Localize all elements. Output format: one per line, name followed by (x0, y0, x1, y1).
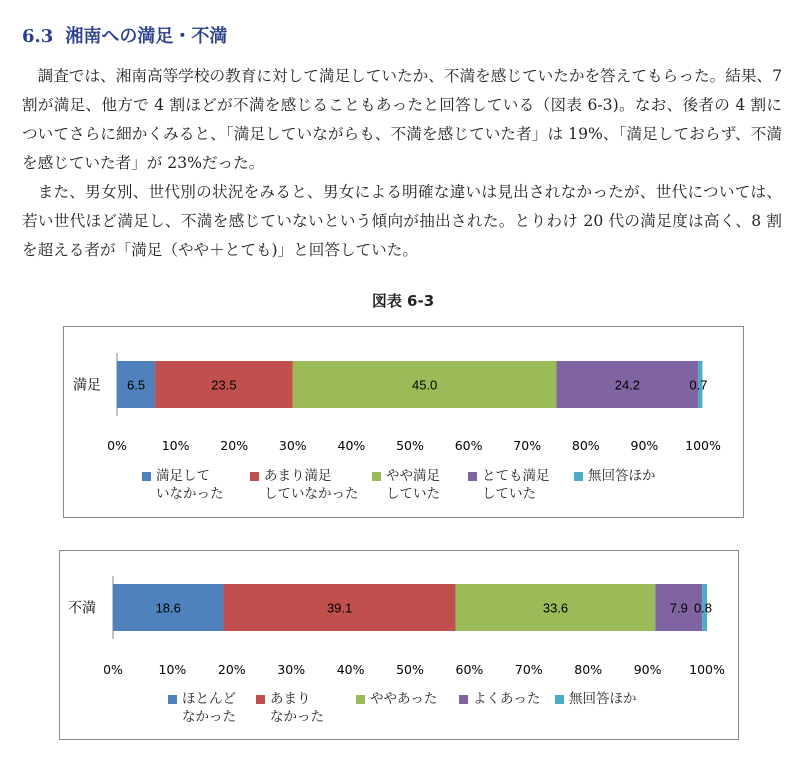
data-label: 0.8 (693, 600, 713, 616)
legend-label: ややあった (370, 691, 438, 707)
x-tick-label: 0% (103, 662, 123, 677)
x-tick-label: 30% (278, 438, 307, 453)
legend-label: あまり なかった (270, 691, 324, 725)
legend-swatch (356, 695, 365, 704)
x-tick-label: 20% (220, 438, 249, 453)
x-tick-label: 80% (574, 662, 603, 677)
legend-swatch (256, 695, 265, 704)
data-label: 24.2 (614, 377, 641, 393)
x-tick-label: 100% (689, 662, 725, 677)
x-tick-label: 50% (396, 662, 424, 677)
legend-swatch (574, 472, 583, 481)
category-label: 満足 (73, 377, 101, 394)
paragraph: 調査では、湘南高等学校の教育に対して満足していたか、不満を感じていたかを答えてもらった。結果、7 割が満足、他方で 4 割ほどが不満を感じることもあったと回答している（図表 6-3)。なお、後者の 4 割についてさらに細かくみると、「満足していながらも、不満を感じていた者」は 19%、「満足しておらず、不満を感じていた者」が 23%だった。 (22, 67, 782, 172)
section-title (22, 22, 227, 48)
legend-swatch (468, 472, 477, 481)
figure-caption: 図表 6-3 (371, 292, 435, 310)
data-label: 33.6 (542, 600, 569, 616)
legend-swatch (459, 695, 468, 704)
data-label: 45.0 (411, 377, 438, 393)
legend-swatch (142, 472, 151, 481)
x-tick-label: 0% (107, 438, 127, 453)
x-tick-label: 10% (158, 662, 187, 677)
body-text (22, 62, 782, 265)
x-tick-label: 100% (685, 438, 721, 453)
paragraph: また、男女別、世代別の状況をみると、男女による明確な違いは見出されなかったが、世代については、若い世代ほど満足し、不満を感じていないという傾向が抽出された。とりわけ 20 代の満足度は高く、8 割を超える者が「満足（やや＋とても)」と回答していた。 (22, 183, 782, 259)
legend-label: 満足して いなかった (156, 468, 224, 502)
legend-swatch (555, 695, 564, 704)
data-label: 6.5 (127, 377, 146, 393)
section-heading: 湘南への満足・不満 (65, 26, 228, 47)
legend-label: 無回答ほか (569, 691, 637, 707)
legend-label: よくあった (473, 691, 541, 707)
dissatisfaction-chart-svg (60, 551, 738, 739)
section-number: 6.3 (22, 26, 54, 47)
x-tick-label: 40% (337, 438, 366, 453)
x-tick-label: 20% (217, 662, 246, 677)
legend-label: とても満足 していた (482, 468, 550, 502)
x-tick-label: 80% (571, 438, 600, 453)
category-label: 不満 (68, 600, 96, 617)
data-label: 18.6 (155, 600, 181, 616)
data-label: 0.7 (689, 377, 708, 393)
x-tick-label: 30% (277, 662, 306, 677)
legend-swatch (250, 472, 259, 481)
x-tick-label: 60% (455, 662, 484, 677)
x-tick-label: 10% (161, 438, 190, 453)
x-tick-label: 40% (336, 662, 365, 677)
legend-swatch (168, 695, 177, 704)
data-label: 23.5 (211, 377, 237, 393)
x-tick-label: 50% (396, 438, 424, 453)
legend-label: 無回答ほか (588, 468, 656, 484)
x-tick-label: 60% (454, 438, 483, 453)
x-tick-label: 90% (630, 438, 659, 453)
legend-swatch (372, 472, 381, 481)
x-tick-label: 70% (514, 662, 543, 677)
x-tick-label: 90% (633, 662, 662, 677)
data-label: 7.9 (669, 600, 688, 616)
dissatisfaction-chart (59, 550, 739, 740)
x-tick-label: 70% (513, 438, 542, 453)
legend-label: やや満足 していた (386, 468, 440, 502)
data-label: 39.1 (326, 600, 353, 616)
satisfaction-chart (63, 326, 744, 518)
legend-label: あまり満足 していなかった (264, 468, 359, 502)
legend-label: ほとんど なかった (182, 691, 236, 725)
